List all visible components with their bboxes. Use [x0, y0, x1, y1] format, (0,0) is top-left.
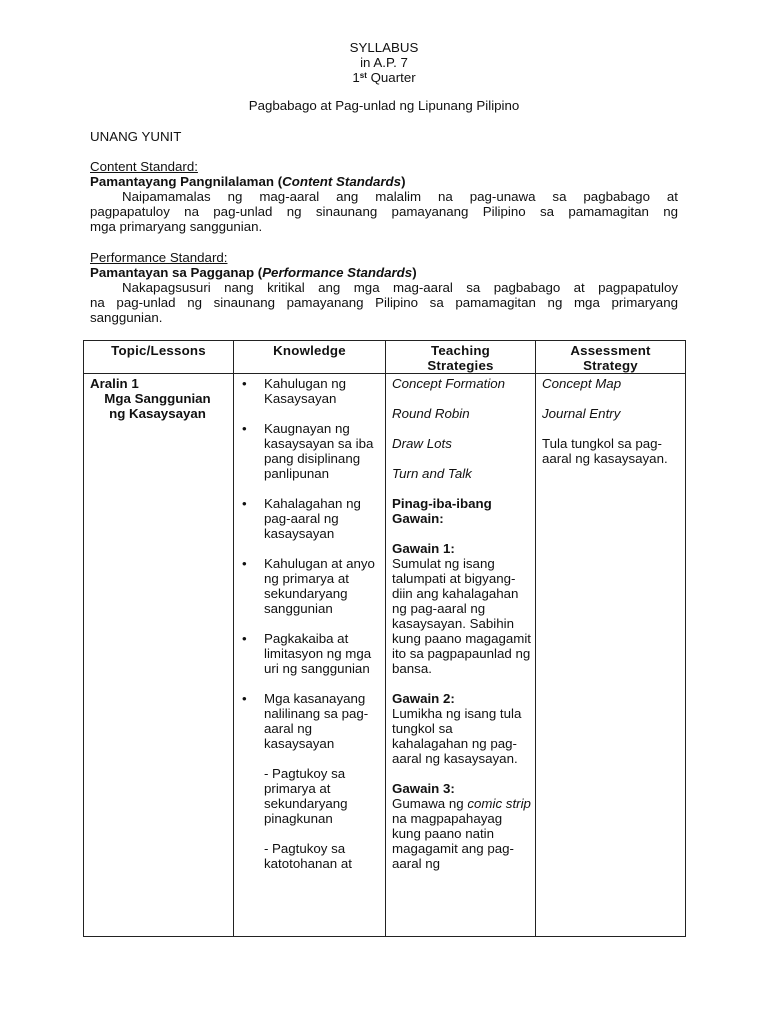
gawain-text: Sumulat ng isang talumpati at bigyang-diin ang kahalagahan ng pag-aaral ng kasaysayan. Sabihin kung paano magagamit ito sa pagpapaunlad ng bansa. [392, 556, 531, 676]
unit-heading: UNANG YUNIT [90, 129, 182, 144]
quarter-word: Quarter [366, 70, 416, 85]
title-subject: in A.P. 7 [360, 55, 408, 70]
knowledge-subitem: - Pagtukoy sa katotohanan at [264, 841, 352, 871]
content-standard-line: pagpapatuloy na pag-unlad ng sinaunang pamayanang Pilipino sa pamamagitan ng [90, 204, 678, 219]
teaching-cell [386, 374, 536, 937]
lesson-number: Aralin 1 [90, 376, 139, 391]
doc-subtitle: Pagbabago at Pag-unlad ng Lipunang Pilipino [248, 98, 520, 113]
strategy-item: Turn and Talk [392, 466, 472, 481]
knowledge-list [234, 376, 385, 751]
gawain-title: Gawain 2: [392, 691, 455, 706]
knowledge-cell [234, 374, 386, 937]
header-teaching: Teaching Strategies [386, 341, 536, 374]
content-standard-line: mga primaryang sanggunian. [90, 219, 263, 234]
list-item: • Pagkakaiba at limitasyon ng mga uri ng sanggunian [242, 631, 372, 676]
activities-title: Pinag-iba-ibang Gawain: [392, 496, 492, 526]
strategy-item: Round Robin [392, 406, 470, 421]
performance-standard-line: sanggunian. [90, 310, 163, 325]
title-quarter [0, 70, 768, 85]
performance-standard-line: Nakapagsusuri nang kritikal ang mga mag-aaral sa pagbabago at pagpapatuloy [122, 280, 678, 295]
performance-standard-section [90, 250, 678, 325]
gawain-title: Gawain 3: [392, 781, 455, 796]
header-knowledge: Knowledge [234, 341, 386, 374]
assessment-item: Concept Map [542, 376, 622, 391]
table-header-row [84, 341, 686, 374]
list-item: • Mga kasanayang nalilinang sa pag-aaral ng kasaysayan [242, 691, 369, 751]
gawain-title: Gawain 1: [392, 541, 455, 556]
assessment-cell [536, 374, 686, 937]
gawain-text: Lumikha ng isang tula tungkol sa kahalagahan ng pag-aaral ng kasaysayan. [392, 706, 522, 766]
table-row [84, 374, 686, 937]
syllabus-table [83, 340, 686, 937]
content-standard-section [90, 159, 678, 234]
performance-standard-label: Performance Standard: [90, 250, 228, 265]
gawain-text: Gumawa ng comic strip na magpapahayag kung paano natin magagamit ang pag-aaral ng [392, 796, 531, 871]
content-standard-label: Content Standard: [90, 159, 198, 174]
assessment-item: Tula tungkol sa pag-aaral ng kasaysayan. [542, 436, 668, 466]
content-standard-line: Naipamamalas ng mag-aaral ang malalim na pag-unawa sa pagbabago at [122, 189, 678, 204]
header-topic: Topic/Lessons [84, 341, 234, 374]
topic-cell [84, 374, 234, 937]
header-assessment: Assessment Strategy [536, 341, 686, 374]
doc-title [0, 40, 768, 85]
quarter-number: 1 [352, 70, 360, 85]
list-item: • Kaugnayan ng kasaysayan sa iba pang disiplinang panlipunan [242, 421, 374, 481]
list-item: • Kahulugan ng Kasaysayan [242, 376, 347, 406]
assessment-item: Journal Entry [542, 406, 621, 421]
list-item: • Kahalagahan ng pag-aaral ng kasaysayan [242, 496, 361, 541]
performance-standard-heading: Pamantayan sa Pagganap (Performance Standards) [90, 265, 417, 280]
strategy-item: Concept Formation [392, 376, 506, 391]
strategy-item: Draw Lots [392, 436, 452, 451]
title-syllabus: SYLLABUS [349, 40, 419, 55]
lesson-title: Mga Sanggunian ng Kasaysayan [104, 391, 211, 421]
quarter-suffix: st [359, 71, 367, 80]
list-item: • Kahulugan at anyo ng primarya at sekundaryang sanggunian [242, 556, 375, 616]
content-standard-heading: Pamantayang Pangnilalaman (Content Standards) [90, 174, 406, 189]
performance-standard-line: na pag-unlad ng sinaunang pamayanang Pilipino sa pamamagitan ng mga primaryang [90, 295, 678, 310]
knowledge-subitem: - Pagtukoy sa primarya at sekundaryang pinagkunan [264, 766, 348, 826]
